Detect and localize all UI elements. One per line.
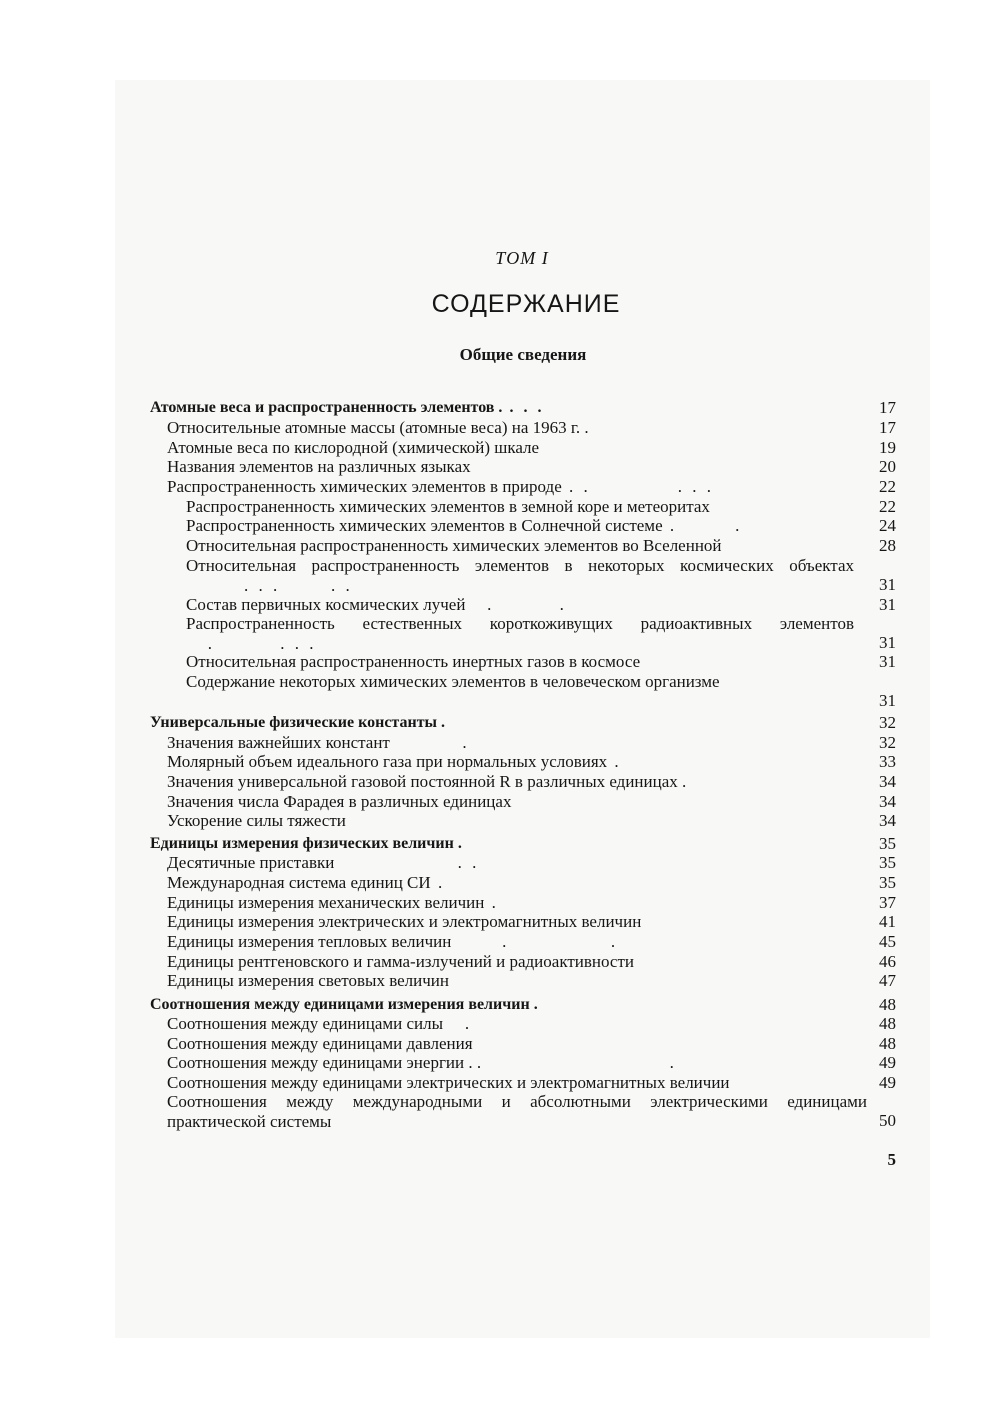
toc-entry[interactable] — [167, 952, 867, 972]
toc-entry-title: Значения универсальной газовой постоянной R в различных единицах . — [167, 772, 687, 791]
toc-entry[interactable] — [167, 1053, 867, 1073]
dot-leader: . — [430, 873, 446, 892]
toc-entry-title: Международная система единиц СИ — [167, 873, 431, 892]
dot-leader: . — [607, 752, 622, 771]
toc-entry-title: Единицы измерения световых величин — [167, 971, 450, 990]
toc-entry[interactable] — [186, 536, 854, 556]
toc-entry-title: Универсальные физические константы . — [150, 714, 446, 731]
toc-entry[interactable] — [167, 1092, 867, 1131]
toc-entry-title: Соотношения между международными и абсолютными электрическими единицами практической системы — [167, 1092, 867, 1131]
dot-leader: . — [484, 893, 499, 912]
toc-entry[interactable] — [150, 995, 868, 1015]
toc-entry-title: Единицы измерения электрических и электромагнитных величин — [167, 912, 642, 931]
toc-page-number: 34 — [879, 811, 896, 830]
toc-entry[interactable] — [150, 713, 868, 733]
toc-entry-title: Единицы рентгеновского и гамма-излучений и радиоактивности — [167, 952, 635, 971]
toc-page-number: 35 — [879, 873, 896, 892]
dot-leader: . . — [465, 595, 567, 614]
toc-entry[interactable] — [167, 1014, 867, 1034]
toc-entry[interactable] — [186, 672, 854, 692]
toc-entry[interactable] — [186, 516, 854, 536]
toc-entry-title: Единицы измерения физических величин . — [150, 835, 462, 852]
page-title: СОДЕРЖАНИЕ — [431, 290, 621, 318]
toc-entry-title: Относительная распространенность химических элементов во Вселенной — [186, 536, 722, 555]
toc-entry-title: Распространенность естественных короткоживущих радиоактивных элементов — [186, 614, 854, 633]
toc-entry-title: Содержание некоторых химических элементов в человеческом организме — [186, 672, 720, 691]
dot-leader: . — [389, 733, 470, 752]
toc-entry[interactable] — [167, 752, 867, 772]
toc-entry[interactable] — [167, 912, 867, 932]
toc-entry-title: Состав первичных космических лучей — [186, 595, 466, 614]
toc-page-number: 47 — [879, 971, 896, 990]
toc-entry-title: Относительные атомные массы (атомные веса) на 1963 г. . — [167, 418, 589, 437]
toc-page-number: 37 — [879, 893, 896, 912]
toc-page-number: 49 — [879, 1053, 896, 1072]
toc-entry-title: Десятичные приставки — [167, 853, 335, 872]
toc-entry[interactable] — [167, 932, 867, 952]
toc-page-number: 22 — [879, 497, 896, 516]
dot-leader: . . — [451, 932, 619, 951]
dot-leader: . . — [334, 853, 480, 872]
toc-page-number: 41 — [879, 912, 896, 931]
toc-entry[interactable] — [186, 595, 854, 615]
toc-page-number: 24 — [879, 516, 896, 535]
toc-entry[interactable] — [167, 733, 867, 753]
toc-entry-title: Распространенность химических элементов в природе — [167, 477, 562, 496]
toc-page-number: 31 — [879, 652, 896, 671]
toc-entry[interactable] — [167, 772, 867, 792]
toc-entry-title: Ускорение силы тяжести — [167, 811, 346, 830]
toc-entry-title: Атомные веса по кислородной (химической) шкале — [167, 438, 540, 457]
toc-entry[interactable] — [167, 893, 867, 913]
toc-page-number: 48 — [879, 1014, 896, 1033]
toc-entry[interactable] — [167, 792, 867, 812]
toc-page-number: 49 — [879, 1073, 896, 1092]
toc-entry[interactable] — [167, 873, 867, 893]
toc-entry-title: Соотношения между единицами измерения величин . — [150, 996, 538, 1013]
toc-page-number: 32 — [879, 733, 896, 752]
toc-entry-title: Атомные веса и распространенность элементов . — [150, 399, 503, 416]
toc-page-number: 48 — [879, 1034, 896, 1053]
toc-page-number: 31 — [879, 691, 896, 710]
toc-entry[interactable] — [186, 652, 854, 672]
dot-leader: . — [481, 1053, 677, 1072]
toc-page-number: 46 — [879, 952, 896, 971]
toc-entry[interactable] — [167, 1073, 867, 1093]
toc-entry-title: Названия элементов на различных языках — [167, 457, 471, 476]
toc-entry-title: Соотношения между единицами электрических и электромагнитных величии — [167, 1073, 730, 1092]
toc-entry-title: Значения важнейших констант — [167, 733, 390, 752]
dot-leader: . . . . . — [561, 477, 714, 496]
toc-entry[interactable] — [167, 1034, 867, 1054]
toc-page-number: 31 — [879, 633, 896, 652]
toc-entry[interactable] — [167, 811, 867, 831]
toc-page-number: 19 — [879, 438, 896, 457]
toc-page-number: 17 — [879, 418, 896, 437]
toc-page-number: 45 — [879, 932, 896, 951]
toc-entry[interactable] — [150, 398, 868, 418]
toc-page-number: 17 — [879, 398, 896, 417]
toc-entry[interactable] — [167, 971, 867, 991]
toc-page-number: 31 — [879, 575, 896, 594]
dot-leader: . . . — [502, 399, 545, 416]
toc-entry-title: Относительная распространенность инертных газов в космосе — [186, 652, 641, 671]
toc-entry-title: Распространенность химических элементов в земной коре и метеоритах — [186, 497, 710, 516]
toc-page-number: 48 — [879, 995, 896, 1014]
toc-entry-title: Соотношения между единицами силы — [167, 1014, 444, 1033]
page-number: 5 — [887, 1150, 896, 1169]
toc-entry[interactable] — [186, 614, 854, 653]
toc-page-number: 34 — [879, 772, 896, 791]
toc-entry[interactable] — [167, 457, 867, 477]
toc-page-number: 33 — [879, 752, 896, 771]
dot-leader: . . . . — [186, 633, 317, 653]
toc-entry[interactable] — [186, 497, 854, 517]
toc-page-number: 22 — [879, 477, 896, 496]
toc-entry-title: Распространенность химических элементов в Солнечной системе — [186, 516, 663, 535]
toc-entry-title: Соотношения между единицами давления — [167, 1034, 473, 1053]
toc-entry[interactable] — [167, 853, 867, 873]
dot-leader: . . . . . — [186, 575, 353, 595]
toc-entry-title: Относительная распространенность элементов в некоторых космических объектах — [186, 556, 854, 575]
toc-page-number: 31 — [879, 595, 896, 614]
toc-entry-title: Молярный объем идеального газа при нормальных условиях — [167, 752, 608, 771]
toc-entry[interactable] — [186, 556, 854, 595]
toc-entry-title: Значения числа Фарадея в различных единицах — [167, 792, 512, 811]
toc-entry-title: Единицы измерения механических величин — [167, 893, 485, 912]
toc-entry[interactable] — [167, 477, 867, 497]
toc-entry[interactable] — [150, 834, 868, 854]
section-heading: Общие сведения — [459, 345, 587, 364]
toc-page-number: 32 — [879, 713, 896, 732]
toc-entry-title: Соотношения между единицами энергии . . — [167, 1053, 482, 1072]
dot-leader: . — [443, 1014, 473, 1033]
toc-page-number: 34 — [879, 792, 896, 811]
toc-page-number: 20 — [879, 457, 896, 476]
toc-entry-title: Единицы измерения тепловых величин — [167, 932, 452, 951]
volume-label: ТОМ I — [495, 248, 549, 268]
toc-entry[interactable] — [167, 438, 867, 458]
toc-page-number: 35 — [879, 834, 896, 853]
toc-page-number: 35 — [879, 853, 896, 872]
toc-entry[interactable] — [167, 418, 867, 438]
toc-page-number: 28 — [879, 536, 896, 555]
dot-leader: . . — [662, 516, 743, 535]
toc-page-number: 50 — [879, 1111, 896, 1130]
